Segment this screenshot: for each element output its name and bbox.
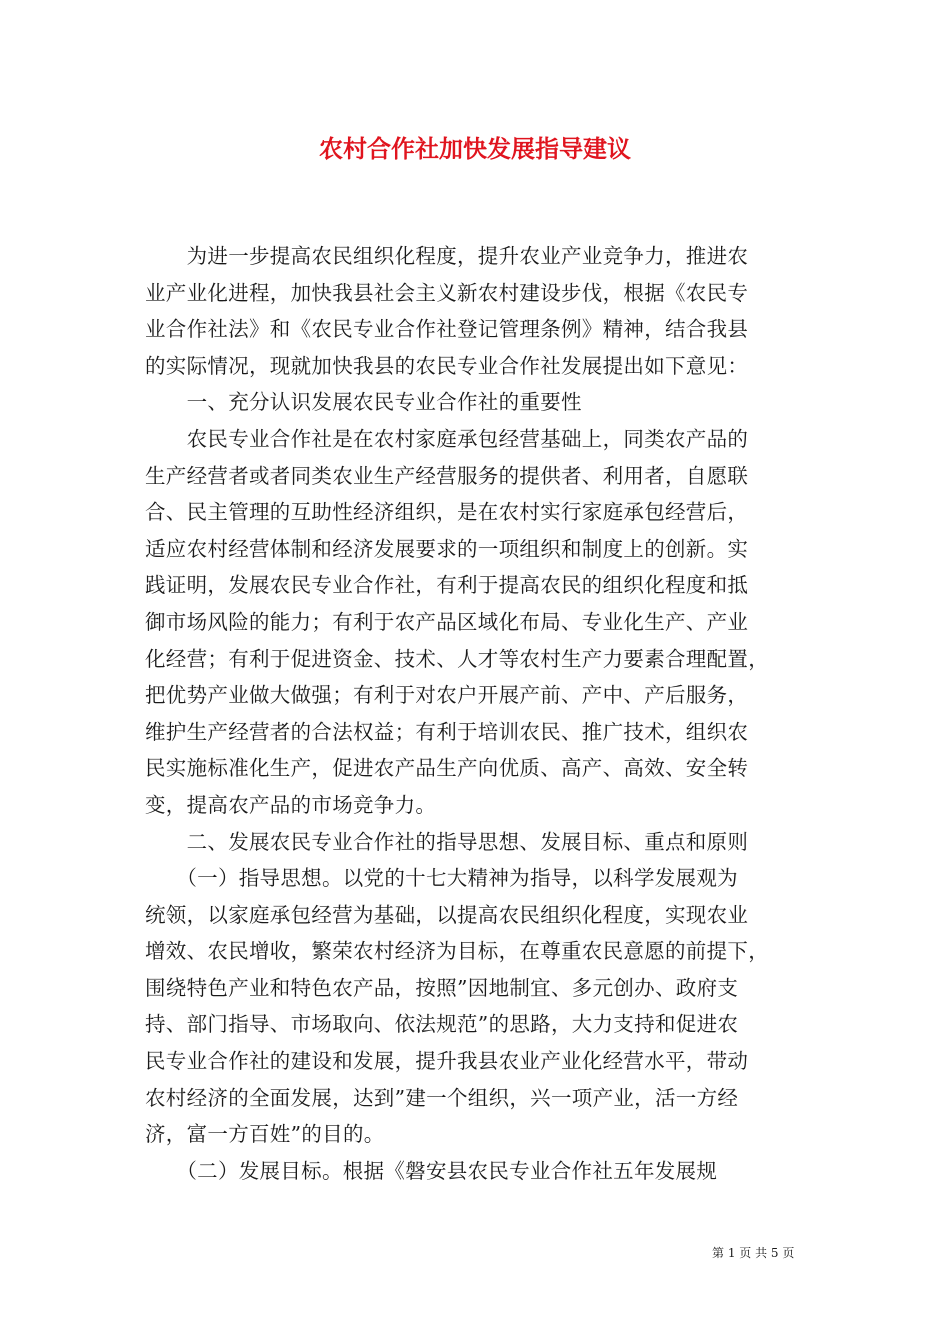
body-line: 持、部门指导、市场取向、依法规范”的思路，大力支持和促进农	[145, 1012, 739, 1037]
body-line: 把优势产业做大做强；有利于对农户开展产前、产中、产后服务，	[145, 683, 749, 708]
body-line: 农村经济的全面发展，达到”建一个组织，兴一项产业，活一方经	[145, 1085, 739, 1110]
page-number-label: 第 1 页 共 5 页	[712, 1246, 795, 1260]
section-heading: 二、发展农民专业合作社的指导思想、发展目标、重点和原则	[145, 829, 749, 854]
document-body	[145, 238, 807, 1189]
body-line: 维护生产经营者的合法权益；有利于培训农民、推广技术，组织农	[145, 719, 749, 744]
body-line: 农民专业合作社是在农村家庭承包经营基础上，同类农产品的	[145, 426, 749, 451]
body-line: 增效、农民增收，繁荣农村经济为目标，在尊重农民意愿的前提下，	[145, 939, 769, 964]
body-line: 民专业合作社的建设和发展，提升我县农业产业化经营水平，带动	[145, 1049, 749, 1074]
body-line: 化经营；有利于促进资金、技术、人才等农村生产力要素合理配置，	[145, 646, 769, 671]
body-line: 的实际情况，现就加快我县的农民专业合作社发展提出如下意见：	[145, 353, 749, 378]
body-line: 为进一步提高农民组织化程度，提升农业产业竞争力，推进农	[145, 244, 749, 268]
body-line: 围绕特色产业和特色农产品，按照”因地制宜、多元创办、政府支	[145, 975, 739, 1000]
body-line: 民实施标准化生产，促进农产品生产向优质、高产、高效、安全转	[145, 756, 749, 781]
body-line: （一）指导思想。以党的十七大精神为指导，以科学发展观为	[145, 866, 738, 891]
body-line: 济，富一方百姓”的目的。	[145, 1122, 385, 1147]
body-line: 御市场风险的能力；有利于农产品区域化布局、专业化生产、产业	[145, 609, 749, 634]
section-heading: 一、充分认识发展农民专业合作社的重要性	[145, 390, 582, 415]
body-line: 变，提高农产品的市场竞争力。	[145, 792, 437, 817]
body-line: 业产业化进程，加快我县社会主义新农村建设步伐，根据《农民专	[145, 280, 749, 305]
document-title: 农村合作社加快发展指导建议	[319, 135, 631, 163]
body-line: 生产经营者或者同类农业生产经营服务的提供者、利用者，自愿联	[145, 463, 749, 488]
body-line: 践证明，发展农民专业合作社，有利于提高农民的组织化程度和抵	[145, 573, 749, 598]
page-footer	[712, 1244, 832, 1262]
body-line: 适应农村经营体制和经济发展要求的一项组织和制度上的创新。实	[145, 536, 749, 561]
body-line: （二）发展目标。根据《磐安县农民专业合作社五年发展规	[145, 1158, 718, 1183]
body-line: 业合作社法》和《农民专业合作社登记管理条例》精神，结合我县	[145, 317, 749, 342]
body-line: 合、民主管理的互助性经济组织，是在农村实行家庭承包经营后，	[145, 500, 749, 525]
body-line: 统领，以家庭承包经营为基础，以提高农民组织化程度，实现农业	[145, 902, 749, 927]
